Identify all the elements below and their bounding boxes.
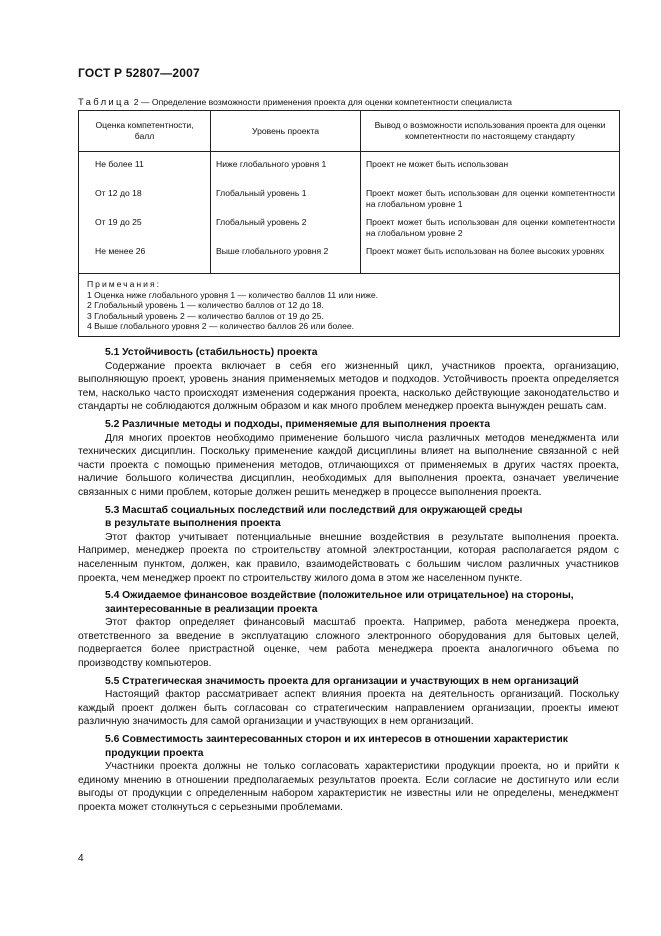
cell-conclusion: Проект может быть использован на более высоких уровнях <box>361 244 620 274</box>
section-paragraph: Этот фактор учитывает потенциальные внешние воздействия в результате выполнения проекта. Например, менеджер проекта по строительству атомной электростанции, которая располагается рядом с населенным пунктом, должен, как правило, взаимодействовать с большим числом различных участников проекта, чем менеджер проект по строительству жилого дома в этом же населенном пункте. <box>78 531 619 584</box>
document-code: ГОСТ Р 52807—2007 <box>78 66 200 80</box>
table-caption <box>78 97 618 108</box>
section-paragraph: Участники проекта должны не только согласовать характеристики продукции проекта, но и прийти к единому мнению в отношении предполагаемых результатов проекта. Если согласие не достигнуто или если выгоды от продукции с определенным набором характеристик не известны или не определены, менеджмент проекта может столкнуться с серьезными проблемами. <box>78 761 619 813</box>
column-header-level: Уровень проекта <box>211 111 361 152</box>
table-row <box>79 186 620 215</box>
note-item: 1 Оценка ниже глобального уровня 1 — количество баллов 11 или ниже. <box>87 289 379 300</box>
section-paragraph: Этот фактор определяет финансовый масштаб проекта. Например, работа менеджера проекта, ответственного за введение в эксплуатацию сложного электронного оборудования для бытовых целей, подвергается более пристрастной оценке, чем работа менеджера проекта аналогичного объема по производству компьютеров. <box>78 617 619 670</box>
table-row <box>79 215 620 244</box>
cell-level: Глобальный уровень 1 <box>211 186 361 215</box>
cell-score: От 12 до 18 <box>79 186 211 215</box>
section-title: 5.1 Устойчивость (стабильность) проекта <box>105 347 318 358</box>
cell-conclusion: Проект может быть использован для оценки компетентности на глобальном уровне 2 <box>361 215 620 244</box>
section-title: 5.6 Совместимость заинтересованных сторон и их интересов в отношении характеристик продукции проекта <box>105 734 568 759</box>
table-row <box>79 244 620 274</box>
note-item: 2 Глобальный уровень 1 — количество баллов от 12 до 18. <box>87 300 324 310</box>
cell-conclusion: Проект может быть использован для оценки компетентности на глобальном уровне 1 <box>361 186 620 215</box>
table-header-row <box>79 111 620 152</box>
cell-level: Выше глобального уровня 2 <box>211 244 361 274</box>
section-5-5 <box>78 675 619 729</box>
section-5-1 <box>78 346 619 414</box>
cell-score: Не менее 26 <box>79 244 211 274</box>
section-paragraph: Для многих проектов необходимо применение большого числа различных методов менеджмента или технических дисциплин. Поскольку применение каждой дисциплины влияет на выполнение связанной с ней части проекта с помощью применения методов, отличающихся от применяемых в других частях проекта, наличие большого количества дисциплин, необходимых для выполнения проекта, означает увеличение связанных с ними проблем, которые должен решить менеджер в процессе выполнения проекта. <box>78 432 619 498</box>
table-notes <box>79 274 620 337</box>
table-notes-row <box>79 274 620 337</box>
page-number: 4 <box>78 853 84 864</box>
assessment-table <box>78 110 620 337</box>
cell-level: Глобальный уровень 2 <box>211 215 361 244</box>
section-5-6 <box>78 733 619 815</box>
cell-conclusion: Проект не может быть использован <box>361 157 620 186</box>
section-title: 5.2 Различные методы и подходы, применяемые для выполнения проекта <box>105 418 491 430</box>
section-5-2 <box>78 418 619 500</box>
column-header-score: Оценка компетентности, балл <box>79 111 211 152</box>
cell-level: Ниже глобального уровня 1 <box>211 157 361 186</box>
section-5-4 <box>78 589 619 671</box>
notes-title: Примечания: <box>87 279 162 289</box>
note-item: 3 Глобальный уровень 2 — количество баллов от 19 до 25. <box>87 310 324 321</box>
body-text <box>78 343 619 819</box>
table-caption-word: Таблица <box>78 97 132 108</box>
section-paragraph: Содержание проекта включает в себя его жизненный цикл, участников проекта, организацию, выполняющую проект, уровень знания применяемых методов и подходов. Устойчивость проекта определяется тем, насколько часто происходят изменения содержания проекта, насколько действующие законодательство и стандарты не соблюдаются должным образом и как много проблем менеджер проекта вынужден решать сам. <box>78 360 619 413</box>
cell-score: Не более 11 <box>79 157 211 186</box>
section-title: 5.4 Ожидаемое финансовое воздействие (положительное или отрицательное) на стороны, заинтересованные в реализации проекта <box>105 590 574 615</box>
note-item: 4 Выше глобального уровня 2 — количество баллов 26 или более. <box>87 321 355 331</box>
section-title: 5.5 Стратегическая значимость проекта для организации и участвующих в нем организаций <box>105 675 579 687</box>
section-5-3 <box>78 504 619 586</box>
section-paragraph: Настоящий фактор рассматривает аспект влияния проекта на деятельность организаций. Поскольку каждый проект должен быть согласован со стратегическим направлением организации, проекты имеют различную значимость для самой организации и участвующих в нем организаций. <box>78 689 619 728</box>
section-title: 5.3 Масштаб социальных последствий или последствий для окружающей среды в результате выполнения проекта <box>105 504 523 530</box>
table-caption-text: 2 — Определение возможности применения проекта для оценки компетентности специалиста <box>133 97 512 107</box>
cell-score: От 19 до 25 <box>79 215 211 244</box>
column-header-conclusion: Вывод о возможности использования проекта для оценки компетентности по настоящему стандарту <box>361 111 620 152</box>
table-row <box>79 157 620 186</box>
